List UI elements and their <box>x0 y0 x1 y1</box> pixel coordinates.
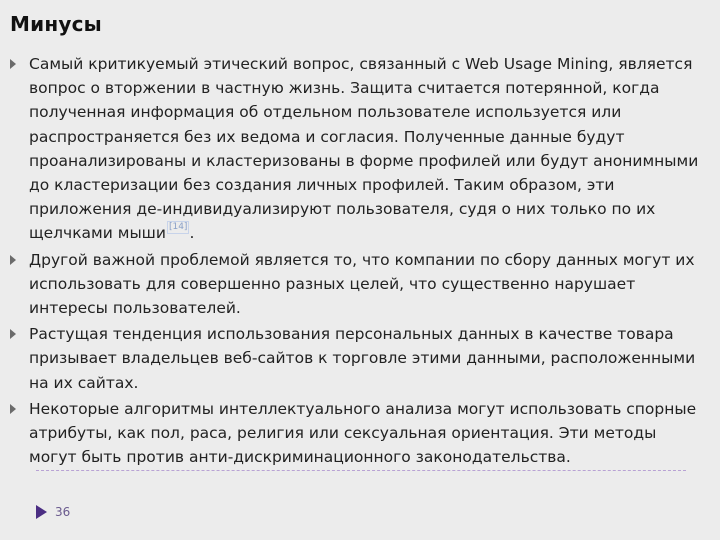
bullet-item <box>9 248 699 321</box>
bullet-item <box>9 397 699 470</box>
citation-link[interactable]: [14] <box>168 222 188 233</box>
bullet-text-tail: . <box>189 224 195 243</box>
bullet-arrow-icon <box>10 329 16 339</box>
slide-title: Минусы <box>10 12 102 36</box>
footer-divider <box>36 470 686 471</box>
footer-arrow-icon <box>36 505 47 519</box>
bullet-item <box>9 52 699 246</box>
bullet-arrow-icon <box>10 255 16 265</box>
bullet-text: Самый критикуемый этический вопрос, связанный с Web Usage Mining, является вопрос о вторжении в частную жизнь. Защита считается потерянной, когда полученная информация об отдельном пользователе используется или распространяется без их ведома и согласия. Полученные данные будут проанализированы и кластеризованы в форме профилей или будут анонимными до кластеризации без создания личных профилей. Таким образом, эти приложения де-индивидуализируют пользователя, судя о них только по их щелчками мыши <box>29 55 699 243</box>
bullet-item <box>9 322 699 395</box>
page-number: 36 <box>55 505 71 519</box>
bullet-text: Растущая тенденция использования персональных данных в качестве товара призывает владельцев веб-сайтов к торговле этими данными, расположенными на их сайтах. <box>29 325 696 392</box>
bullet-list <box>9 52 699 471</box>
bullet-arrow-icon <box>10 404 16 414</box>
bullet-text: Другой важной проблемой является то, что компании по сбору данных могут их использовать для совершенно разных целей, что существенно нарушает интересы пользователей. <box>29 250 695 318</box>
bullet-arrow-icon <box>10 59 16 69</box>
bullet-text: Некоторые алгоритмы интеллектуального анализа могут использовать спорные атрибуты, как пол, раса, религия или сексуальная ориентация. Эти методы могут быть против анти-дискриминационного законодательства. <box>29 399 697 467</box>
